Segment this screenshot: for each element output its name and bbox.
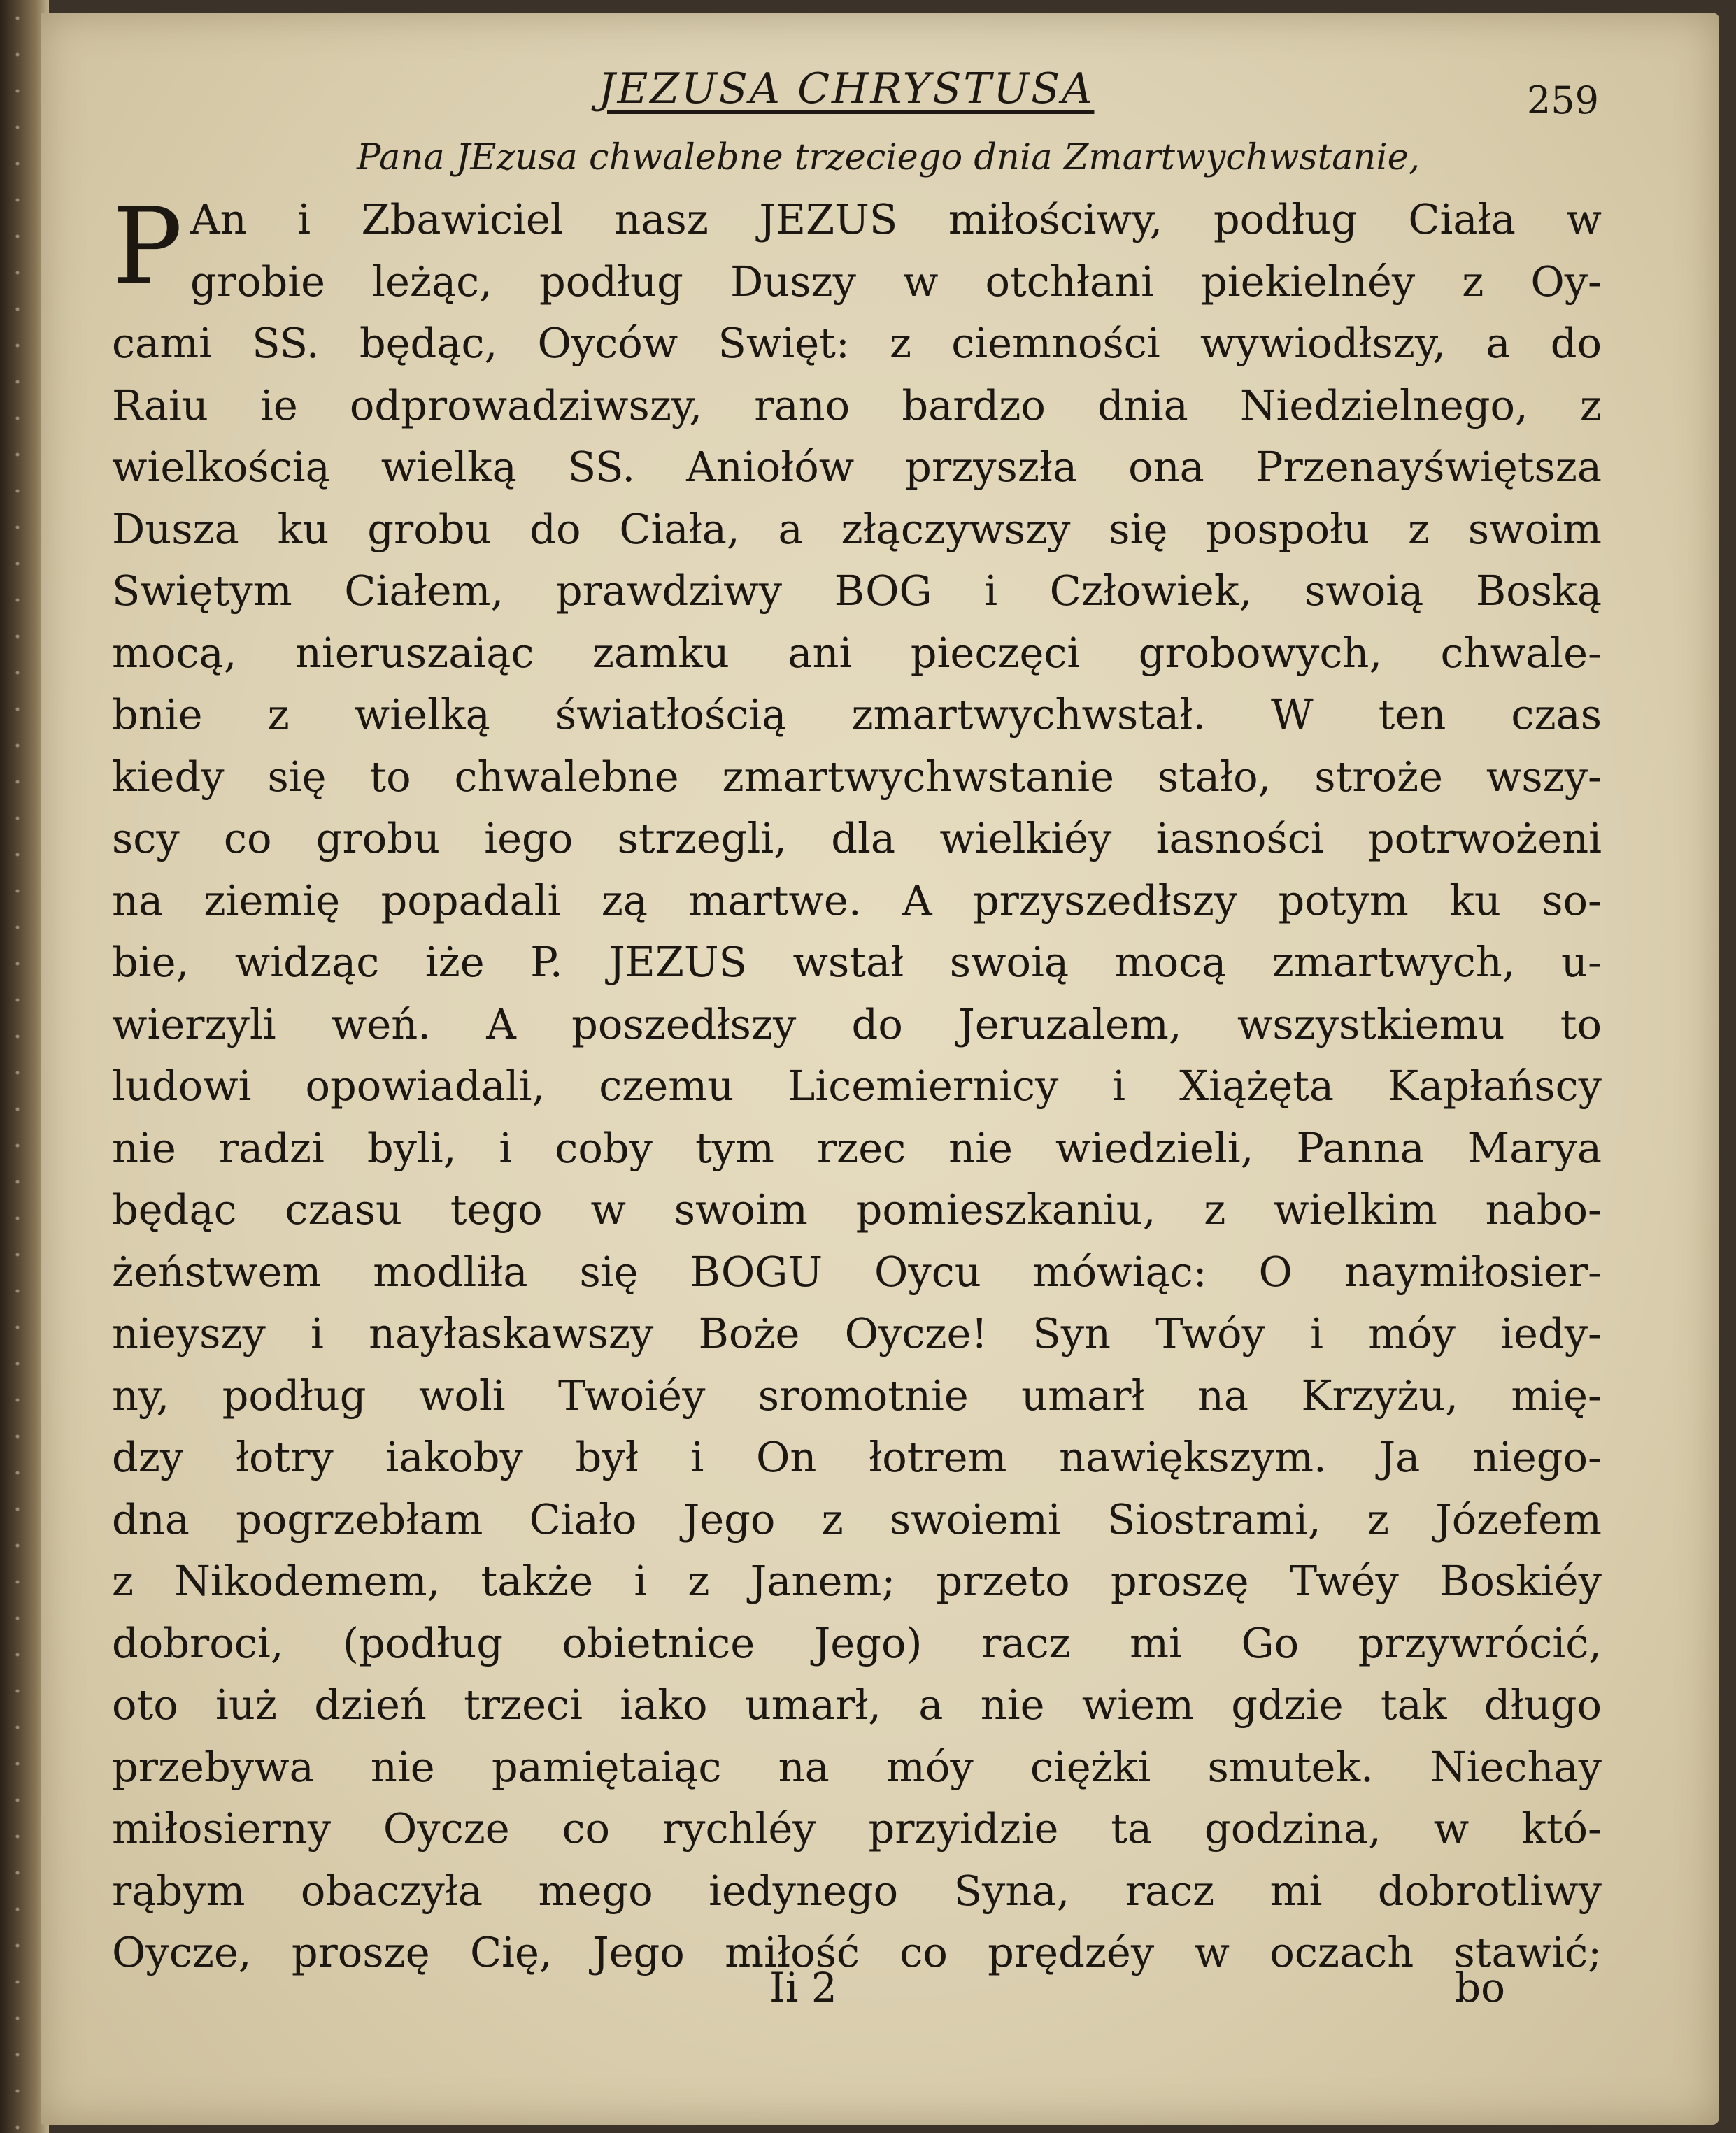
text-line: Dusza ku grobu do Ciała, a złączywszy się pospołu z swoim	[112, 504, 1602, 553]
text-line: oto iuż dzień trzeci iako umarł, a nie wiem gdzie tak długo	[112, 1681, 1602, 1729]
text-line: ny, podług woli Twoiéy sromotnie umarł na Krzyżu, mię-	[112, 1371, 1602, 1420]
text-line: nie radzi byli, i coby tym rzec nie wiedzieli, Panna Marya	[112, 1123, 1602, 1172]
text-line: wielkością wielką SS. Aniołów przyszła ona Przenayświętsza	[112, 443, 1602, 491]
text-line: wierzyli weń. A poszedłszy do Jeruzalem, wszystkiemu to	[112, 999, 1602, 1048]
page-number: 259	[1526, 78, 1599, 122]
text-line: grobie leżąc, podług Duszy w otchłani piekielnéy z Oy-	[190, 257, 1602, 306]
running-head: JEZUSA CHRYSTUSA	[598, 64, 1095, 113]
text-line: na ziemię popadali zą martwe. A przyszedłszy potym ku so-	[112, 876, 1602, 925]
text-line: bie, widząc iże P. JEZUS wstał swoią mocą zmartwych, u-	[112, 938, 1602, 986]
text-line: z Nikodemem, także i z Janem; przeto proszę Twéy Boskiéy	[112, 1557, 1602, 1605]
drop-cap: P	[112, 186, 183, 308]
text-line: Swiętym Ciałem, prawdziwy BOG i Człowiek, swoią Boską	[112, 566, 1602, 615]
text-line: Oycze, proszę Cię, Jego miłość co prędzéy w oczach stawić;	[112, 1928, 1602, 1976]
text-line: miłosierny Oycze co rychléy przyidzie ta godzina, w któ-	[112, 1804, 1602, 1853]
text-line: będąc czasu tego w swoim pomieszkaniu, z wielkim nabo-	[112, 1185, 1602, 1234]
text-line: Raiu ie odprowadziwszy, rano bardzo dnia Niedzielnego, z	[112, 380, 1602, 429]
body-text	[112, 186, 1602, 1984]
text-line: nieyszy i nayłaskawszy Boże Oycze! Syn Twóy i móy iedy-	[112, 1309, 1602, 1357]
text-line: rąbym obaczyła mego iedynego Syna, racz mi dobrotliwy	[112, 1866, 1602, 1915]
catchword: bo	[1455, 1964, 1506, 2011]
chapter-title: Pana JEzusa chwalebne trzeciego dnia Zmartwychwstanie,	[356, 137, 1421, 178]
text-line: żeństwem modliła się BOGU Oycu mówiąc: O naymiłosier-	[112, 1247, 1602, 1296]
text-line: ludowi opowiadali, czemu Licemiernicy i Xiążęta Kapłańscy	[112, 1062, 1602, 1110]
text-line: cami SS. będąc, Oyców Swięt: z ciemności wywiodłszy, a do	[112, 319, 1602, 367]
text-line: dna pogrzebłam Ciało Jego z swoiemi Siostrami, z Józefem	[112, 1494, 1602, 1543]
text-line: dobroci, (podług obietnice Jego) racz mi Go przywrócić,	[112, 1618, 1602, 1667]
text-line: kiedy się to chwalebne zmartwychwstanie stało, stroże wszy-	[112, 752, 1602, 801]
text-line: bnie z wielką światłością zmartwychwstał. W ten czas	[112, 690, 1602, 739]
text-line: An i Zbawiciel nasz JEZUS miłościwy, podług Ciała w	[190, 195, 1602, 243]
text-line: dzy łotry iakoby był i On łotrem nawiększym. Ja niego-	[112, 1433, 1602, 1481]
text-line: przebywa nie pamiętaiąc na móy ciężki smutek. Niechay	[112, 1742, 1602, 1791]
page-edge-texture	[0, 0, 32, 2133]
text-line: scy co grobu iego strzegli, dla wielkiéy iasności potrwożeni	[112, 814, 1602, 862]
text-line: mocą, nieruszaiąc zamku ani pieczęci grobowych, chwale-	[112, 628, 1602, 677]
signature-mark: Ii 2	[769, 1964, 837, 2011]
